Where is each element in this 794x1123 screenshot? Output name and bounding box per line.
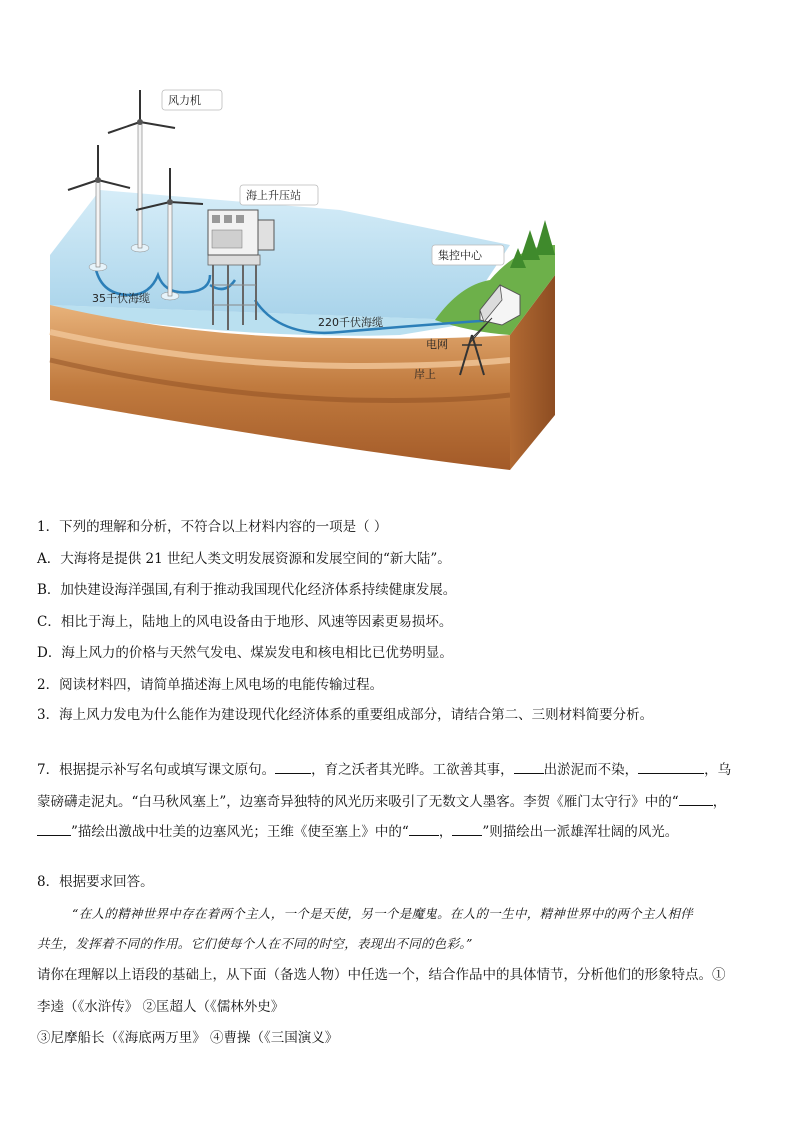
q1-stem: 1．下列的理解和分析，不符合以上材料内容的一项是（ ） — [37, 519, 388, 535]
answer-blank-2[interactable] — [514, 761, 544, 774]
q8-quote-line-1: “在人的精神世界中存在着两个主人，一个是天使，另一个是魔鬼。在人的一生中，精神世界中的两个主人相伴 — [72, 906, 694, 921]
answer-blank-5[interactable] — [37, 823, 71, 836]
answer-blank-7[interactable] — [452, 823, 482, 836]
callout-control-center — [432, 245, 504, 265]
q8-task-line-1: 请你在理解以上语段的基础上，从下面（备选人物）中任选一个，结合作品中的具体情节，分析他们的形象特点。① — [37, 967, 726, 983]
q7-prompt: 7．根据提示补写名句或填写课文原句。 — [37, 762, 276, 778]
label-control-center: 集控中心 — [438, 249, 482, 262]
q1-option-b: B．加快建设海洋强国,有利于推动我国现代化经济体系持续健康发展。 — [37, 582, 457, 598]
answer-blank-6[interactable] — [409, 823, 439, 836]
q7-line-2: 蒙磅礴走泥丸。“白马秋风塞上”，边塞奇异独特的风光历来吸引了无数文人墨客。李贺《雁门太守行》中的“ ， — [37, 794, 727, 810]
label-cable-35kv: 35千伏海缆 — [92, 292, 150, 305]
callout-substation — [240, 185, 318, 205]
q8-stem: 8．根据要求回答。 — [37, 874, 154, 890]
label-shore: 岸上 — [414, 368, 436, 381]
callout-wind-turbine — [162, 90, 222, 110]
answer-blank-3[interactable] — [638, 761, 704, 774]
answer-blank-4[interactable] — [679, 793, 713, 806]
q1-option-a: A．大海将是提供 21 世纪人类文明发展资源和发展空间的“新大陆”。 — [37, 551, 451, 567]
label-substation: 海上升压站 — [246, 189, 301, 202]
label-cable-220kv: 220千伏海缆 — [318, 316, 383, 329]
offshore-wind-diagram — [40, 70, 580, 510]
q8-task-line-2: 李逵（《水浒传》 ②匡超人（《儒林外史》 — [37, 999, 285, 1015]
q8-quote-line-2: 共生，发挥着不同的作用。它们使每个人在不同的时空，表现出不同的色彩。” — [37, 936, 473, 951]
diagram-svg — [40, 70, 580, 510]
q2-text: 2．阅读材料四，请简单描述海上风电场的电能传输过程。 — [37, 677, 384, 693]
q7-line-1: 7．根据提示补写名句或填写课文原句。 ，育之沃者其光晔。工欲善其事， 出淤泥而不染， ，乌 — [37, 762, 732, 778]
label-grid: 电网 — [426, 338, 448, 351]
label-wind-turbine: 风力机 — [168, 94, 201, 107]
q8-task-line-3: ③尼摩船长（《海底两万里》 ④曹操（《三国演义》 — [37, 1030, 339, 1046]
q3-text: 3．海上风力发电为什么能作为建设现代化经济体系的重要组成部分，请结合第二、三则材料简要分析。 — [37, 707, 654, 723]
q1-option-d: D．海上风力的价格与天然气发电、煤炭发电和核电相比已优势明显。 — [37, 645, 453, 661]
q7-line-3: ”描绘出激战中壮美的边塞风光；王维《使至塞上》中的“ ， ”则描绘出一派雄浑壮阔的风光。 — [37, 823, 678, 840]
answer-blank-1[interactable] — [275, 761, 311, 774]
q1-option-c: C．相比于海上，陆地上的风电设备由于地形、风速等因素更易损坏。 — [37, 614, 453, 630]
